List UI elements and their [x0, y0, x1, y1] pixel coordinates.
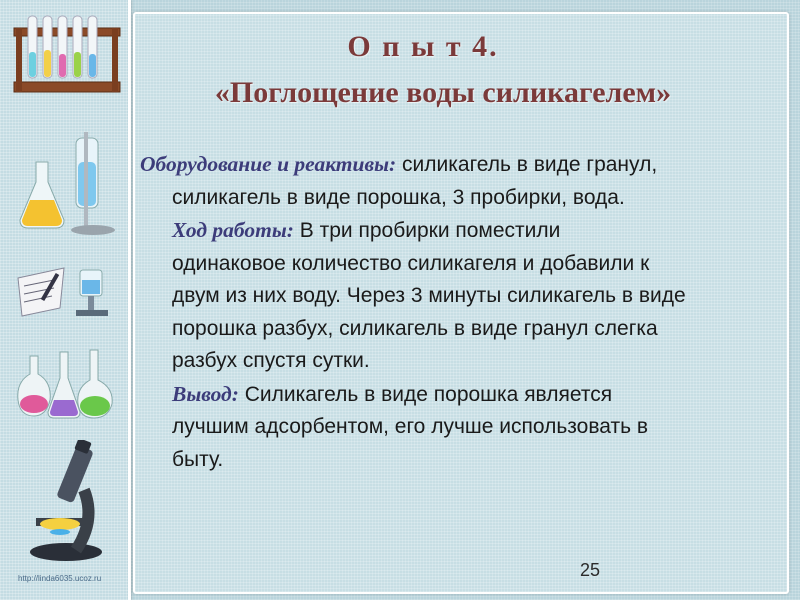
test-tube-rack-icon [12, 10, 122, 105]
body-line [140, 214, 780, 248]
conclusion-label: Вывод: [172, 381, 239, 406]
conclusion-text: Силикагель в виде порошка является [238, 382, 613, 406]
microscope-icon [26, 440, 116, 565]
body-line [140, 378, 780, 412]
body-line: двум из них воду. Через 3 минуты силикагель в виде [172, 284, 686, 307]
lab-equipment-icon [14, 258, 114, 320]
body-line [140, 148, 780, 182]
procedure-text: В три пробирки поместили [293, 219, 561, 242]
flasks-icon [18, 132, 118, 237]
equipment-text: силикагель в виде гранул, [396, 153, 658, 176]
page-number: 25 [580, 560, 601, 580]
body-line: разбух спустя сутки. [172, 349, 370, 372]
body-line: порошка разбух, силикагель в виде гранул слегка [172, 316, 658, 340]
slide-title: О п ы т 4. [347, 30, 499, 63]
body-line: быту. [172, 447, 224, 471]
slide-subtitle: «Поглощение воды силикагелем» [214, 76, 672, 109]
slide-body [140, 148, 780, 476]
colored-flasks-icon [16, 348, 116, 420]
body-line: одинаковое количество силикагеля и добавили к [172, 251, 650, 275]
watermark-link: http://linda6035.ucoz.ru [18, 574, 102, 583]
body-line: силикагель в виде порошка, 3 пробирки, вода. [172, 185, 625, 209]
equipment-colon: : [389, 152, 397, 176]
equipment-label: Оборудование и реактивы [140, 152, 390, 176]
sidebar-divider [128, 0, 131, 600]
body-line: лучшим адсорбентом, его лучше использовать в [172, 415, 649, 438]
procedure-label: Ход работы: [172, 218, 294, 242]
